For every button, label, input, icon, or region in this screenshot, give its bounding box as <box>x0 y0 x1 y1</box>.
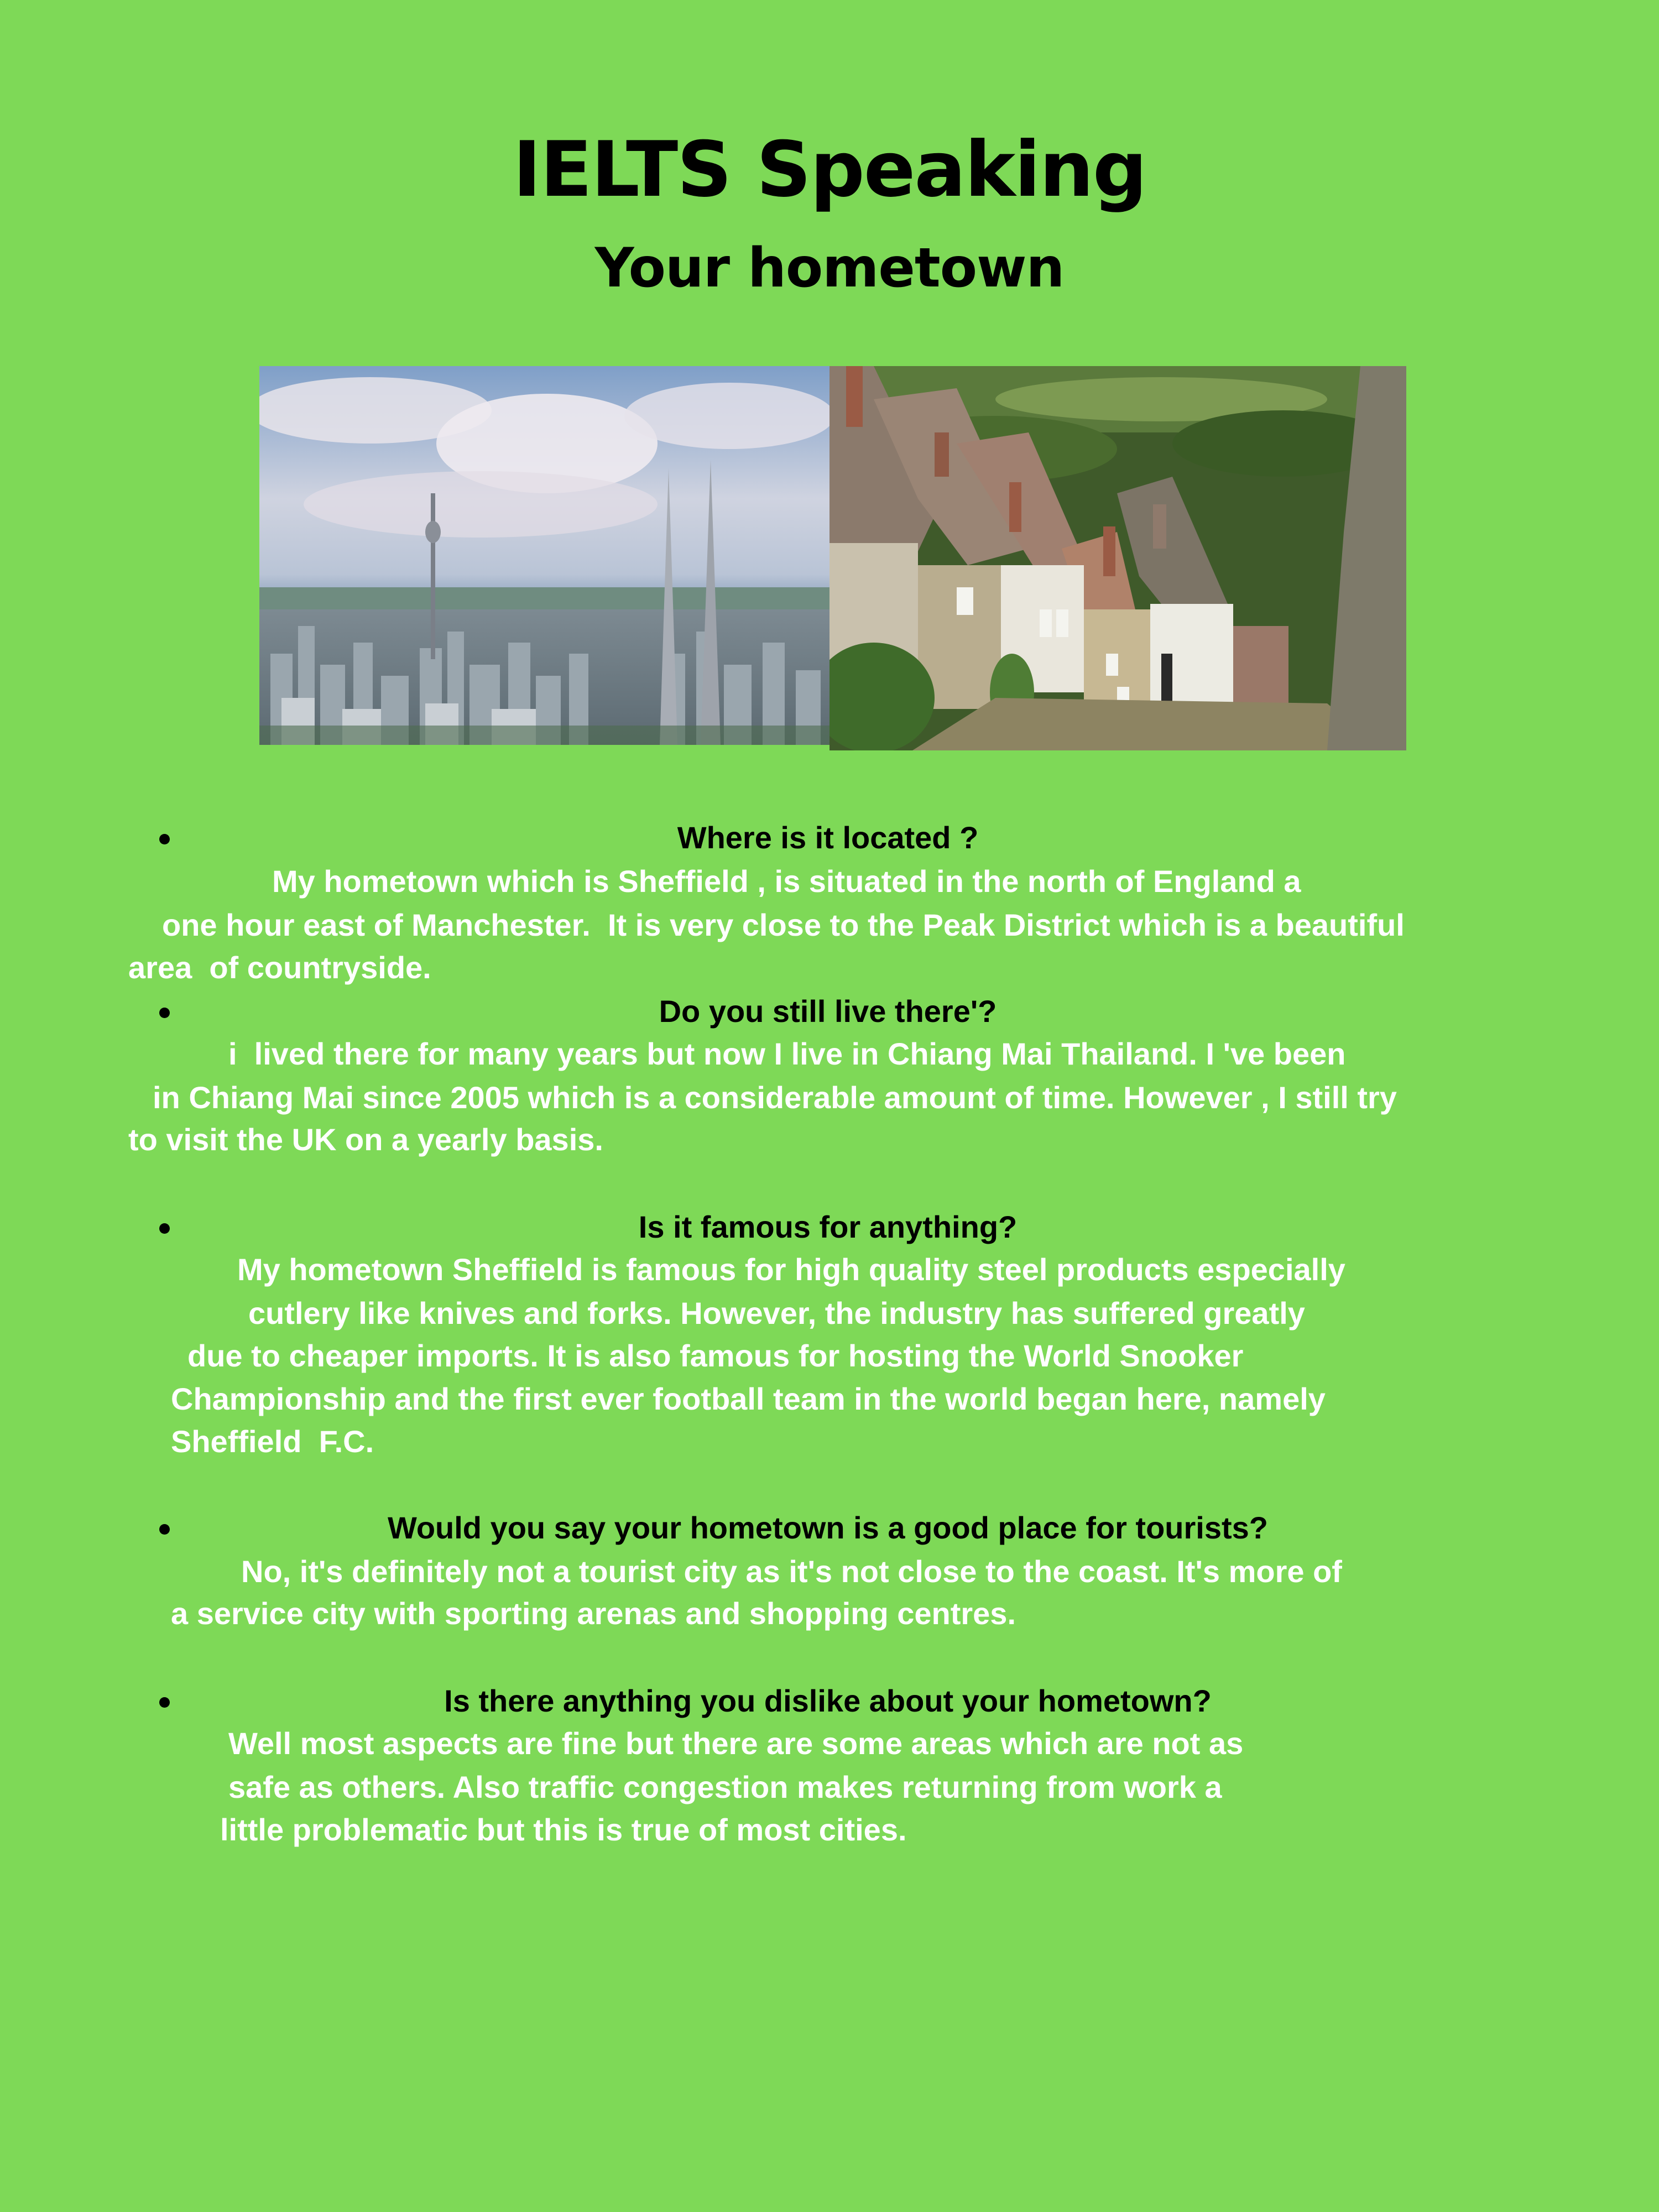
answer-5-line-1: Well most aspects are fine but there are some areas which are not as <box>228 1726 1244 1761</box>
answer-5-line-2: safe as others. Also traffic congestion makes returning from work a <box>228 1770 1222 1804</box>
question-4: Would you say your hometown is a good place for tourists? <box>387 1510 1268 1545</box>
village-cottages-photo <box>830 366 1406 750</box>
answer-2-line-2: in Chiang Mai since 2005 which is a considerable amount of time. However , I still try <box>153 1080 1397 1115</box>
answer-5-line-3: little problematic but this is true of most cities. <box>220 1812 907 1847</box>
question-5: Is there anything you dislike about your hometown? <box>444 1683 1212 1718</box>
answer-1-line-1: My hometown which is Sheffield , is situated in the north of England a <box>272 864 1301 899</box>
city-skyline-photo <box>259 366 830 745</box>
question-2: Do you still live there'? <box>659 994 997 1029</box>
city-skyline-image-icon <box>259 366 830 745</box>
question-1: Where is it located ? <box>677 820 979 855</box>
answer-2-line-3: to visit the UK on a yearly basis. <box>128 1122 603 1157</box>
page-title: IELTS Speaking <box>513 125 1146 214</box>
answer-1-line-2: one hour east of Manchester. It is very close to the Peak District which is a beautiful <box>162 907 1405 942</box>
answer-4-line-2: a service city with sporting arenas and shopping centres. <box>171 1596 1016 1631</box>
answer-1-line-3: area of countryside. <box>128 950 431 985</box>
answer-3-line-1: My hometown Sheffield is famous for high quality steel products especially <box>237 1252 1345 1287</box>
answer-3-line-5: Sheffield F.C. <box>171 1424 374 1459</box>
village-cottages-image-icon <box>830 366 1406 750</box>
page-subtitle: Your hometown <box>594 237 1065 300</box>
answer-3-line-4: Championship and the first ever football team in the world began here, namely <box>171 1381 1326 1416</box>
question-3: Is it famous for anything? <box>638 1209 1018 1244</box>
answer-2-line-1: i lived there for many years but now I live in Chiang Mai Thailand. I 've been <box>228 1036 1346 1071</box>
answer-3-line-3: due to cheaper imports. It is also famous for hosting the World Snooker <box>187 1338 1244 1373</box>
answer-4-line-1: No, it's definitely not a tourist city as it's not close to the coast. It's more of <box>241 1554 1342 1589</box>
answer-3-line-2: cutlery like knives and forks. However, the industry has suffered greatly <box>248 1296 1305 1331</box>
